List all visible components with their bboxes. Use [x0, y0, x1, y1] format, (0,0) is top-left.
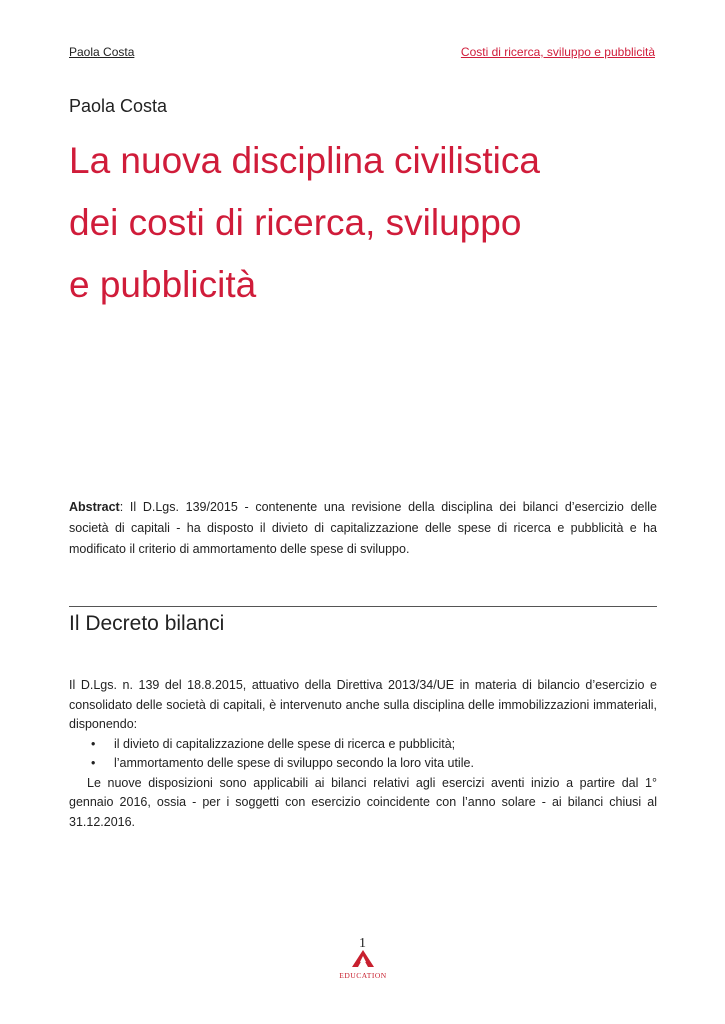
abstract-label: Abstract — [69, 500, 120, 514]
abstract-text: : Il D.Lgs. 139/2015 - contenente una revisione della disciplina dei bilanci d’esercizio delle società di capitali - ha disposto il divieto di capitalizzazione delle spese di ricerca e pubblicità e ha modificato il criterio di ammortamento delle spese di sviluppo. — [69, 500, 657, 556]
header-author: Paola Costa — [69, 45, 135, 59]
education-logo — [336, 950, 390, 980]
bullet-icon: • — [91, 736, 96, 751]
list-item-text: l’ammortamento delle spese di sviluppo secondo la loro vita utile. — [114, 756, 474, 770]
author-name: Paola Costa — [69, 96, 168, 116]
intro-paragraph: Il D.Lgs. n. 139 del 18.8.2015, attuativo della Direttiva 2013/34/UE in materia di bilancio d’esercizio e consolidato delle società di capitali, è intervenuto anche sulla disciplina delle immobilizzazioni immateriali, disponendo: — [69, 678, 657, 731]
bullet-icon: • — [91, 756, 96, 770]
bullet-list — [69, 735, 657, 774]
section-body — [69, 676, 657, 832]
title-line: dei costi di ricerca, sviluppo — [69, 202, 522, 243]
title-line: e pubblicità — [69, 264, 257, 305]
document-title — [69, 130, 669, 316]
header-title: Costi di ricerca, sviluppo e pubblicità — [460, 45, 655, 59]
section-divider — [69, 606, 657, 607]
effective-date-paragraph: Le nuove disposizioni sono applicabili ai bilanci relativi agli esercizi aventi inizio a partire dal 1° gennaio 2016, ossia - per i soggetti con esercizio coincidente con l’anno solare - ai bilanci chiusi al 31.12.2016. — [69, 775, 657, 829]
list-item — [69, 754, 657, 774]
list-item — [69, 735, 657, 755]
title-line: La nuova disciplina civilistica — [69, 140, 540, 181]
logo-text: EDUCATION — [339, 971, 387, 980]
section-heading: Il Decreto bilanci — [69, 612, 225, 635]
education-logo-icon — [350, 950, 376, 967]
page-number: 1 — [359, 936, 366, 951]
abstract — [69, 497, 657, 560]
list-item-text: il divieto di capitalizzazione delle spese di ricerca e pubblicità; — [114, 736, 456, 751]
